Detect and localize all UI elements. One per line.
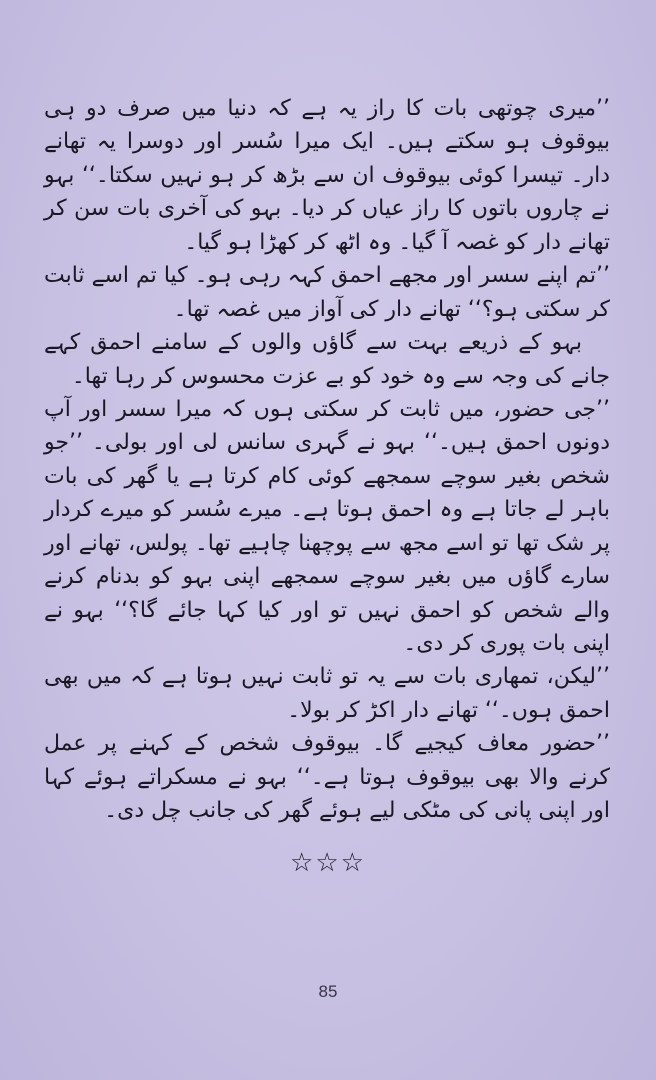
paragraph-6: ’’حضور معاف کیجیے گا۔ بیوقوف شخص کے کہنے پر عمل کرنے والا بھی بیوقوف ہوتا ہے۔‘‘ بہو نے مسکراتے ہوئے کہا اور اپنی پانی کی مٹکی لیے ہوئے گھر کی جانب چل دی۔ — [44, 731, 610, 824]
story-text — [44, 92, 610, 828]
section-separator-stars: ☆☆☆ — [290, 848, 366, 878]
paragraph-3: بہو کے ذریعے بہت سے گاؤں والوں کے سامنے احمق کہے جانے کی وجہ سے وہ خود کو بے عزت محسوس کر رہا تھا۔ — [44, 330, 610, 389]
paragraph-1: ’’میری چوتھی بات کا راز یہ ہے کہ دنیا میں صرف دو ہی بیوقوف ہو سکتے ہیں۔ ایک میرا سُسر اور دوسرا یہ تھانے دار۔ تیسرا کوئی بیوقوف ان سے بڑھ کر ہو نہیں سکتا۔‘‘ بہو نے چاروں باتوں کا راز عیاں کر دیا۔ بہو کی آخری بات سن کر تھانے دار کو غصہ آ گیا۔ وہ اٹھ کر کھڑا ہو گیا۔ — [44, 96, 610, 255]
page-number: 85 — [318, 982, 338, 1001]
paragraph-5: ’’لیکن، تمھاری بات سے یہ تو ثابت نہیں ہوتا ہے کہ میں بھی احمق ہوں۔‘‘ تھانے دار اکڑ کر بولا۔ — [44, 664, 610, 723]
paragraph-4: ’’جی حضور، میں ثابت کر سکتی ہوں کہ میرا سسر اور آپ دونوں احمق ہیں۔‘‘ بہو نے گہری سانس لی اور بولی۔ ’’جو شخص بغیر سوچے سمجھے کوئی کام کرتا ہے یا گھر کی بات باہر لے جاتا ہے وہ احمق ہوتا ہے۔ میرے سُسر کو میرے کردار پر شک تھا تو اسے مجھ سے پوچھنا چاہیے تھا۔ پولس، تھانے اور سارے گاؤں میں بغیر سوچے سمجھے اپنی بہو کو بدنام کرنے والے شخص کو احمق نہیں تو اور کیا کہا جائے گا؟‘‘ بہو نے اپنی بات پوری کر دی۔ — [44, 396, 610, 656]
paragraph-2: ’’تم اپنے سسر اور مجھے احمق کہہ رہی ہو۔ کیا تم اسے ثابت کر سکتی ہو؟‘‘ تھانے دار کی آواز میں غصہ تھا۔ — [44, 263, 610, 322]
